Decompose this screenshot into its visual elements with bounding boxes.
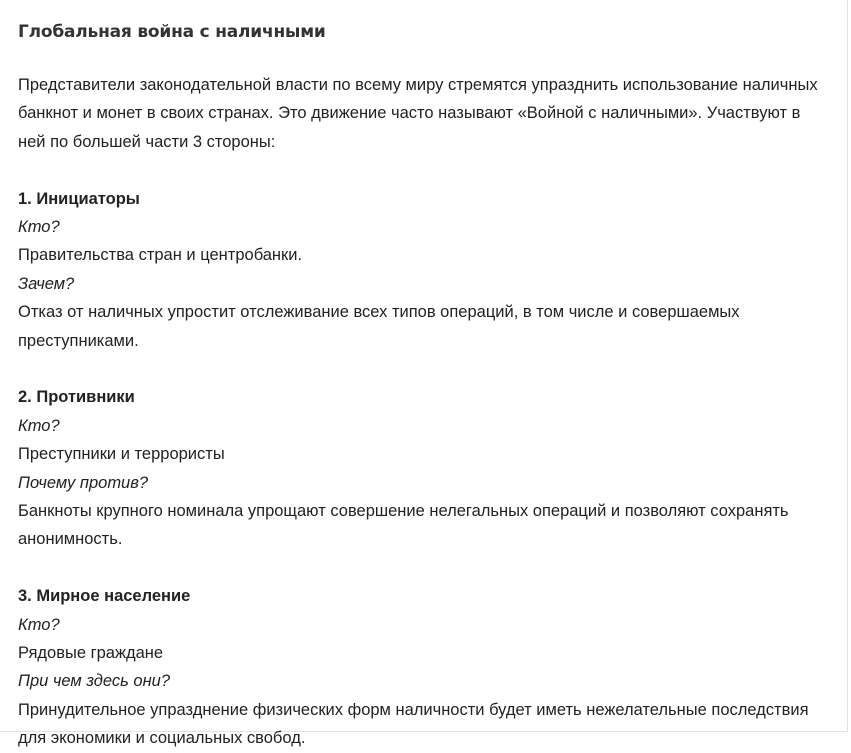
article-intro: Представители законодательной власти по всему миру стремятся упразднить использование наличных банкнот и монет в своих странах. Это движение часто называют «Войной с наличными». Участвуют в ней по большей части 3 стороны: — [18, 76, 818, 151]
section-heading: 1. Инициаторы — [18, 189, 140, 208]
section-initiators — [18, 185, 818, 355]
who-answer: Рядовые граждане — [18, 644, 164, 663]
who-question: Кто? — [18, 416, 60, 435]
who-question: Кто? — [18, 218, 60, 237]
why-question: Почему против? — [18, 473, 149, 492]
who-answer: Правительства стран и центробанки. — [18, 246, 303, 265]
section-heading: 3. Мирное население — [18, 587, 191, 606]
who-question: Кто? — [18, 615, 60, 634]
section-heading: 2. Противники — [18, 388, 135, 407]
who-answer: Преступники и террористы — [18, 445, 225, 464]
section-civilians — [18, 582, 818, 752]
why-answer: Банкноты крупного номинала упрощают совершение нелегальных операций и позволяют сохранять анонимность. — [18, 502, 789, 549]
section-opponents — [18, 383, 818, 553]
article-body — [18, 71, 818, 753]
why-question: Зачем? — [18, 274, 75, 293]
why-answer: Отказ от наличных упростит отслеживание всех типов операций, в том числе и совершаемых преступниками. — [18, 303, 740, 350]
why-question: При чем здесь они? — [18, 672, 171, 691]
why-answer: Принудительное упразднение физических форм наличности будет иметь нежелательные последствия для экономики и социальных свобод. — [18, 700, 809, 748]
article-title: Глобальная война с наличными — [18, 22, 326, 42]
